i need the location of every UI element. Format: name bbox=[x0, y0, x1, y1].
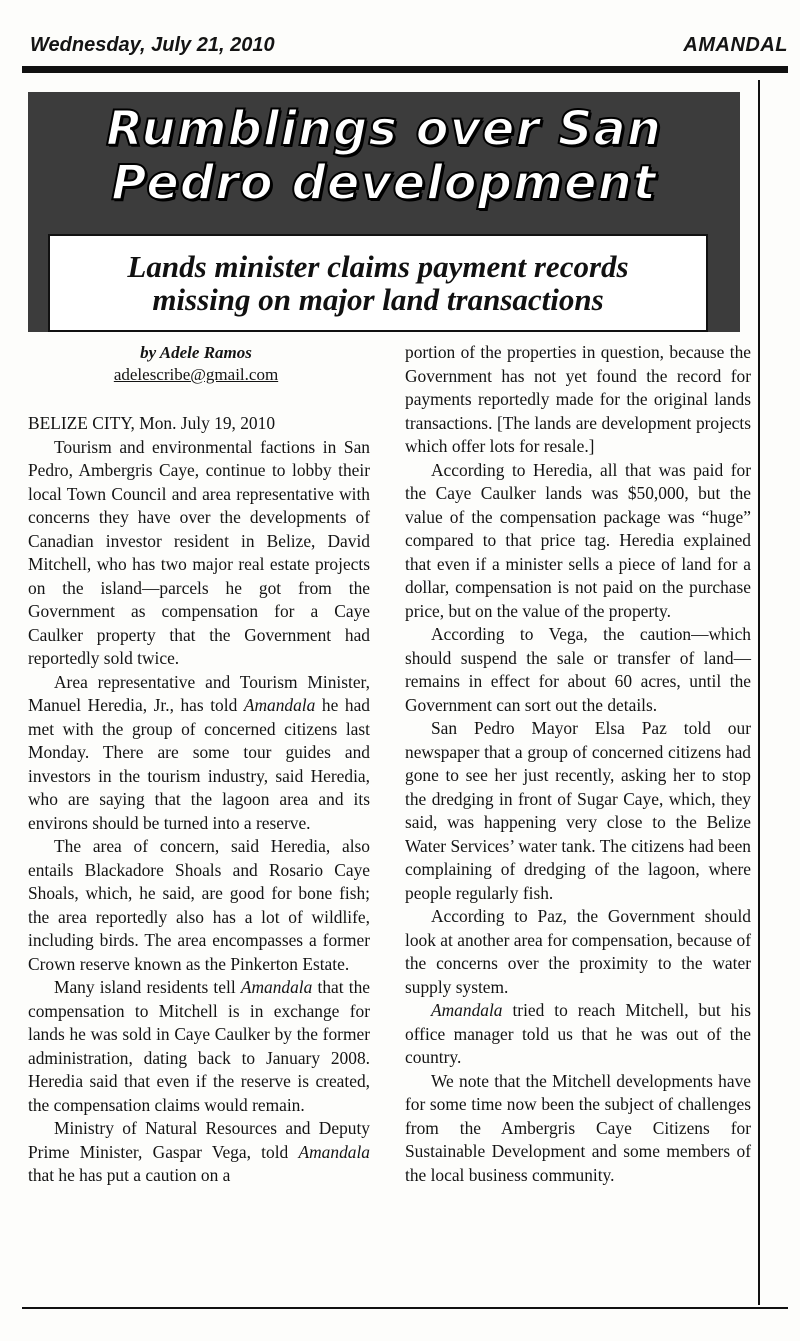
page-header bbox=[30, 34, 788, 64]
author-email: adelescribe@gmail.com bbox=[113, 365, 279, 384]
header-rule bbox=[22, 66, 788, 73]
headline bbox=[28, 102, 740, 210]
paragraph-4-text-a: Many island residents tell bbox=[54, 977, 241, 997]
paragraph-2 bbox=[28, 671, 370, 836]
paragraph-11-publication: Amandala bbox=[431, 1000, 503, 1020]
paragraph-4-text-b: that the compensation to Mitchell is in exchange for lands he was sold in Caye Caulker by the former administration, dating back to January 2008. Heredia said that even if the reserve is created, the compensation claims would remain. bbox=[28, 977, 370, 1115]
paragraph-5-text-a: Ministry of Natural Resources and Deputy Prime Minister, Gaspar Vega, told bbox=[28, 1118, 370, 1162]
issue-date: Wednesday, July 21, 2010 bbox=[30, 34, 275, 56]
paragraph-6: portion of the properties in question, because the Government has not yet found the record for payments reportedly made for the original lands transactions. [The lands are development projects which offer lots for resale.] bbox=[405, 342, 751, 456]
paragraph-8: According to Vega, the caution—which should suspend the sale or transfer of land—remains in effect for about 60 acres, until the Government can sort out the details. bbox=[405, 624, 751, 715]
paragraph-11 bbox=[405, 999, 751, 1070]
column-rule-right bbox=[758, 80, 760, 1305]
subheadline-box bbox=[48, 234, 708, 332]
paragraph-9: San Pedro Mayor Elsa Paz told our newspaper that a group of concerned citizens had gone to see her just recently, asking her to stop the dredging in front of Sugar Caye, which, they said, was happening very close to the Belize Water Services’ water tank. The citizens had been complaining of dredging of the lagoon, where people regularly fish. bbox=[405, 718, 751, 903]
paragraph-3: The area of concern, said Heredia, also entails Blackadore Shoals and Rosario Caye Shoals, which, he said, are good for bone fish; the area reportedly also has a lot of wildlife, including birds. The area encompasses a former Crown reserve known as the Pinkerton Estate. bbox=[28, 836, 370, 974]
paragraph-2-publication: Amandala bbox=[243, 695, 316, 715]
paragraph-2-text-a: Area representative and Tourism Minister, Manuel Heredia, Jr., has told bbox=[28, 671, 370, 715]
headline-banner bbox=[28, 92, 740, 332]
byline bbox=[22, 342, 370, 386]
paragraph-4 bbox=[28, 976, 370, 1117]
paragraph-5 bbox=[28, 1117, 370, 1188]
footer-rule bbox=[22, 1307, 788, 1309]
newspaper-name: AMANDAL bbox=[683, 34, 788, 56]
subheadline-line-1: Lands minister claims payment records bbox=[127, 249, 629, 284]
article-column-1 bbox=[28, 412, 370, 1188]
paragraph-7: According to Heredia, all that was paid for the Caye Caulker lands was $50,000, but the value of the compensation package was “huge” compared to that price tag. Heredia explained that even if a minister sells a piece of land for a dollar, compensation is not paid on the purchase price, but on the value of the property. bbox=[405, 459, 751, 621]
paragraph-4-publication: Amandala bbox=[240, 977, 313, 997]
paragraph-1: Tourism and environmental factions in San Pedro, Ambergris Caye, continue to lobby their local Town Council and area representative with concerns they have over the developments of Canadian investor resident in Belize, David Mitchell, who has two major real estate projects on the island—parcels he got from the Government as compensation for a Caye Caulker property that the Government had reportedly sold twice. bbox=[28, 436, 370, 668]
author-name: by Adele Ramos bbox=[140, 343, 252, 362]
paragraph-5-publication: Amandala bbox=[298, 1141, 370, 1162]
subheadline-line-2: missing on major land transactions bbox=[152, 282, 604, 317]
paragraph-2-text-b: he had met with the group of concerned citizens last Monday. There are some tour guides and investors in the tourism industry, said Heredia, who are saying that the lagoon area and its environs should be turned into a reserve. bbox=[28, 695, 370, 833]
dateline: BELIZE CITY, Mon. July 19, 2010 bbox=[28, 413, 276, 433]
headline-line-1: Rumblings over San bbox=[106, 101, 662, 157]
headline-line-2: Pedro development bbox=[111, 155, 657, 211]
paragraph-11-text: tried to reach Mitchell, but his office manager told us that he was out of the country. bbox=[405, 1000, 751, 1067]
paragraph-5-text-b: that he has put a caution on a bbox=[28, 1165, 231, 1185]
article-column-2 bbox=[405, 341, 751, 1187]
paragraph-10: According to Paz, the Government should look at another area for compensation, because of the concerns over the proximity to the water supply system. bbox=[405, 906, 751, 997]
paragraph-12: We note that the Mitchell developments have for some time now been the subject of challenges from the Ambergris Caye Citizens for Sustainable Development and some members of the local business community. bbox=[405, 1070, 751, 1185]
